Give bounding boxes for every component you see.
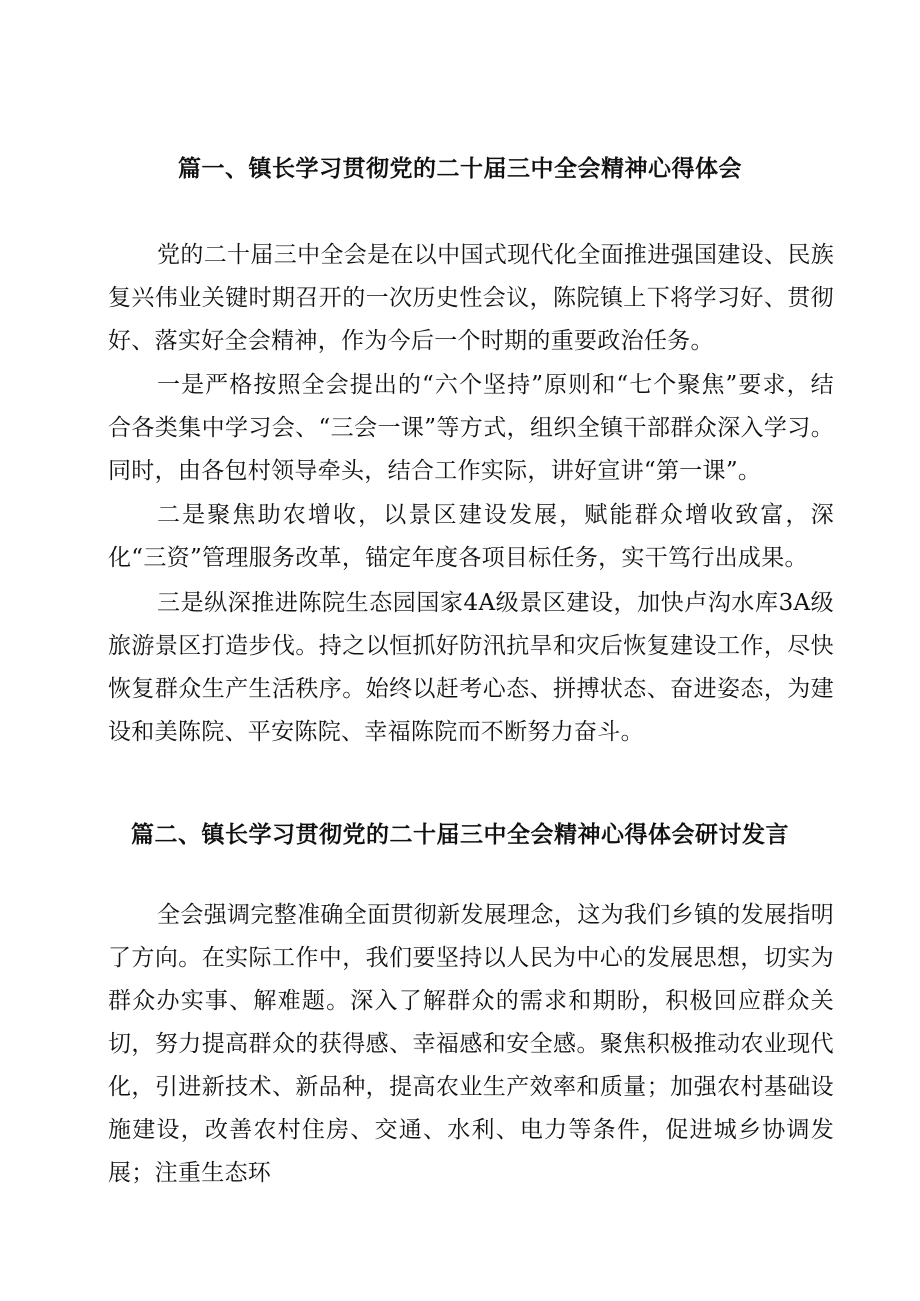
section-2-paragraph-1: 全会强调完整准确全面贯彻新发展理念，这为我们乡镇的发展指明了方向。在实际工作中，我们要坚持以人民为中心的发展思想，切实为群众办实事、解难题。深入了解群众的需求和期盼，积极回应群众关切，努力提高群众的获得感、幸福感和安全感。聚焦积极推动农业现代化，引进新技术、新品种，提高农业生产效率和质量；加强农村基础设施建设，改善农村住房、交通、水利、电力等条件，促进城乡协调发展；注重生态环 [108,902,834,1186]
section-1-paragraph-2: 一是严格按照全会提出的“六个坚持”原则和“七个聚焦”要求，结合各类集中学习会、“三会一课”等方式，组织全镇干部群众深入学习。同时，由各包村领导牵头，结合工作实际，讲好宣讲“第一课”。 [108,372,834,484]
section-1-paragraph-4: 三是纵深推进陈院生态园国家4A级景区建设，加快卢沟水库3A级旅游景区打造步伐。持之以恒抓好防汛抗旱和灾后恢复建设工作，尽快恢复群众生产生活秩序。始终以赶考心态、拼搏状态、奋进姿态，为建设和美陈院、平安陈院、幸福陈院而不断努力奋斗。 [108,590,834,745]
section-title-1: 篇一、镇长学习贯彻党的二十届三中全会精神心得体会 [178,156,742,182]
section-title-2: 篇二、镇长学习贯彻党的二十届三中全会精神心得体会研讨发言 [131,822,789,848]
section-1-paragraph-3: 二是聚焦助农增收，以景区建设发展，赋能群众增收致富，深化“三资”管理服务改革，锚定年度各项目标任务，实干笃行出成果。 [108,502,834,571]
section-1-paragraph-1: 党的二十届三中全会是在以中国式现代化全面推进强国建设、民族复兴伟业关键时期召开的一次历史性会议，陈院镇上下将学习好、贯彻好、落实好全会精神，作为今后一个时期的重要政治任务。 [108,242,834,354]
